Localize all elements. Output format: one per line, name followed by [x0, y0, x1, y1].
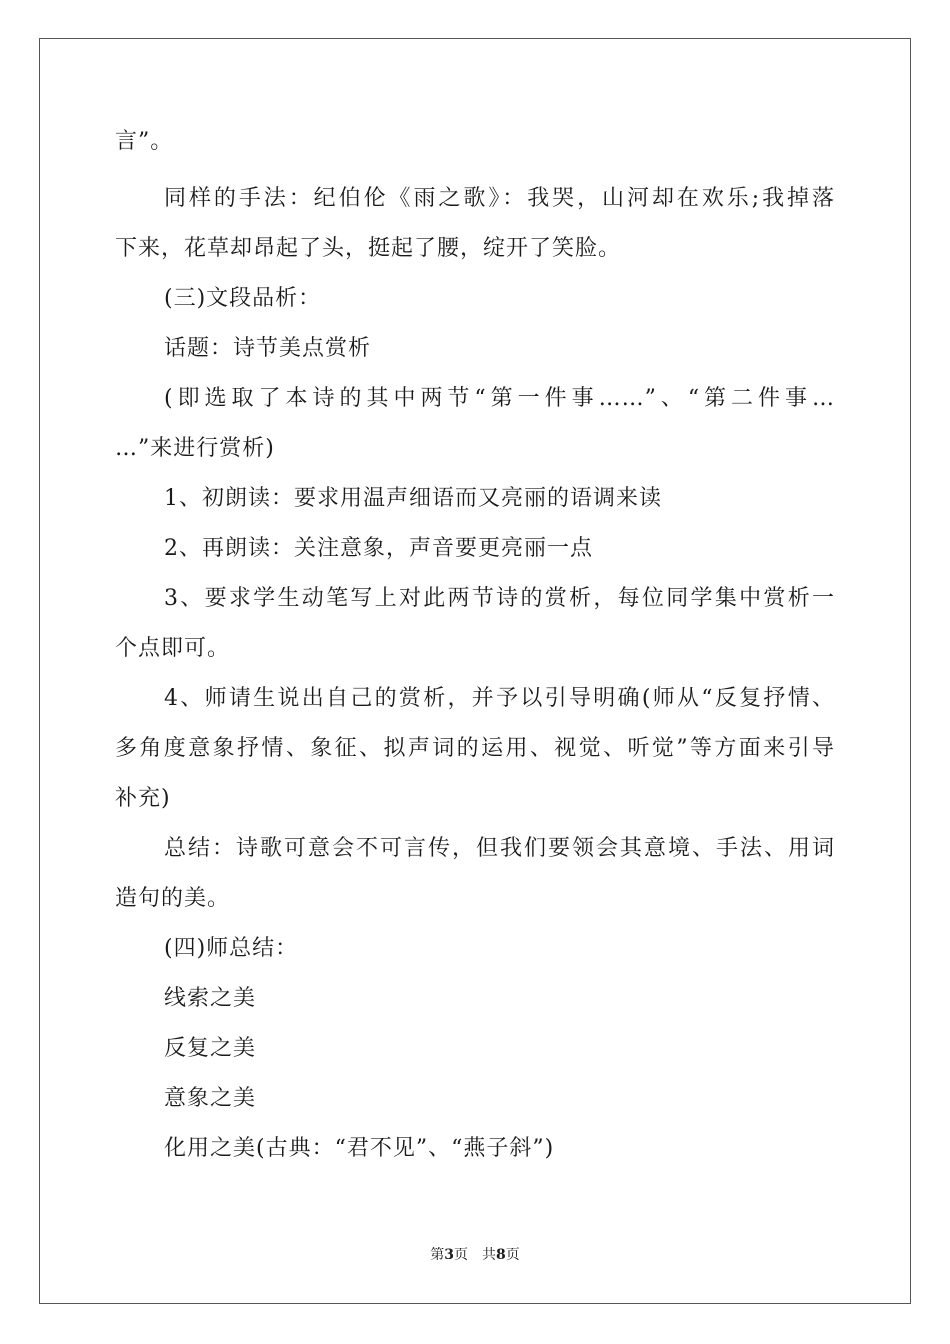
- list-item: 1、初朗读：要求用温声细语而又亮丽的语调来读: [164, 486, 662, 511]
- text-line: …”来进行赏析): [115, 436, 275, 461]
- text-line: 造句的美。: [115, 886, 231, 911]
- list-item: 3、要求学生动笔写上对此两节诗的赏析，每位同学集中赏析一: [164, 586, 835, 611]
- text-line: (即选取了本诗的其中两节“第一件事……”、“第二件事…: [164, 386, 835, 411]
- page-border: [39, 38, 911, 1304]
- total-suffix: 页: [505, 1247, 520, 1263]
- total-pages: 8: [496, 1247, 506, 1263]
- text-line: 下来，花草却昂起了头，挺起了腰，绽开了笑脸。: [115, 236, 622, 261]
- list-item: 2、再朗读：关注意象，声音要更亮丽一点: [164, 536, 593, 561]
- list-item: 化用之美(古典：“君不见”、“燕子斜”): [164, 1136, 555, 1161]
- summary-line: 总结：诗歌可意会不可言传，但我们要领会其意境、手法、用词: [164, 836, 835, 861]
- list-item: 线索之美: [164, 986, 257, 1011]
- text-line: 多角度意象抒情、象征、拟声词的运用、视觉、听觉”等方面来引导: [115, 736, 835, 761]
- page-prefix: 第: [430, 1247, 445, 1263]
- list-item: 意象之美: [164, 1086, 257, 1111]
- total-prefix: 共: [482, 1247, 496, 1263]
- text-line: 言”。: [115, 129, 174, 154]
- list-item: 反复之美: [164, 1036, 257, 1061]
- text-line: 话题：诗节美点赏析: [164, 336, 372, 361]
- page-footer: [0, 1246, 950, 1264]
- page-suffix: 页: [454, 1247, 468, 1263]
- text-line: 同样的手法：纪伯伦《雨之歌》：我哭，山河却在欢乐;我掉落: [164, 186, 835, 211]
- text-line: 补充): [115, 786, 171, 811]
- text-line: 个点即可。: [115, 636, 231, 661]
- section-heading: (四)师总结：: [164, 936, 299, 961]
- list-item: 4、师请生说出自己的赏析，并予以引导明确(师从“反复抒情、: [164, 686, 835, 711]
- section-heading: (三)文段品析：: [164, 286, 322, 311]
- page-number: 3: [444, 1247, 454, 1263]
